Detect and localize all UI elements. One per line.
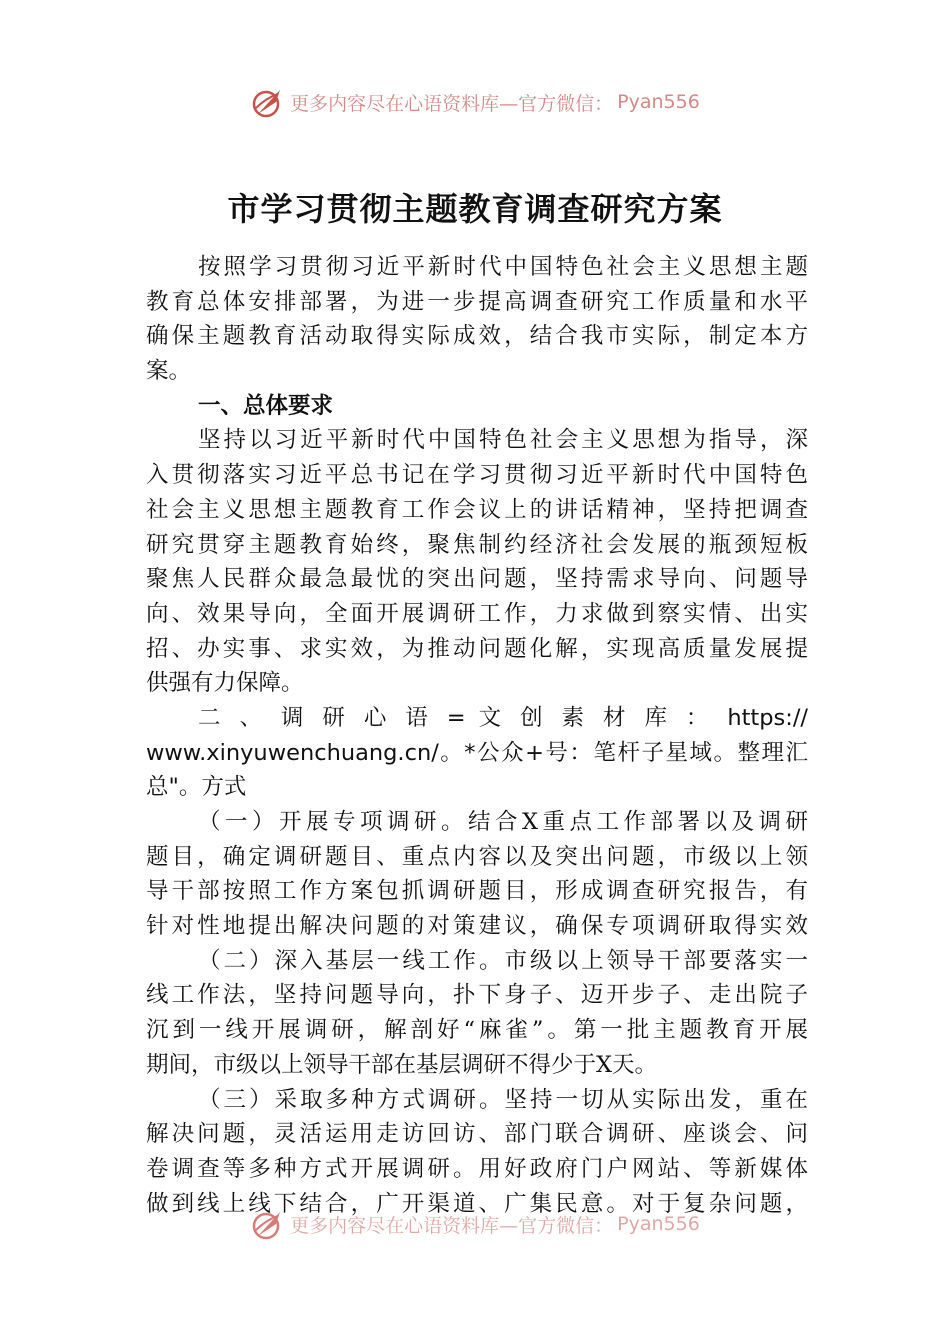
text-line: www.xinyuwenchuang.cn/。*公众+号：笔杆子星域。整理汇 [146,739,808,766]
text-line: 向、效果导向，全面开展调研工作，力求做到察实情、出实 [146,600,808,627]
banner-wechat-id: Pyan556 [617,91,700,113]
text-line: 做到线上线下结合，广开渠道、广集民意。对于复杂问题， [146,1190,808,1217]
quill-logo-icon [250,84,286,120]
text-line: 导干部按照工作方案包抓调研题目，形成调查研究报告，有 [146,878,808,905]
text-line: 总"。方式 [146,774,247,801]
page-title: 市学习贯彻主题教育调查研究方案 [227,190,723,228]
document-body [146,250,808,1221]
text-line: 招、办实事、求实效，为推动问题化解，实现高质量发展提 [146,635,808,662]
text-line: 确保主题教育活动取得实际成效，结合我市实际，制定本方 [146,323,808,350]
banner-text: 更多内容尽在心语资料库—官方微信： [290,92,614,115]
text-line: 聚焦人民群众最急最忧的突出问题，坚持需求导向、问题导 [146,566,808,593]
text-line: 卷调查等多种方式开展调研。用好政府门户网站、等新媒体 [146,1155,808,1182]
banner-text: 更多内容尽在心语资料库—官方微信： [290,1214,614,1237]
text-line: （一）开展专项调研。结合X重点工作部署以及调研 [198,809,808,835]
text-line: 供强有力保障。 [146,670,304,697]
text-line: 坚持以习近平新时代中国特色社会主义思想为指导，深 [198,427,808,454]
text-line: 期间，市级以上领导干部在基层调研不得少于X天。 [146,1051,658,1078]
section-heading-2: 二 、 调 研 心 语 = 文 创 素 材 库 ： https:// [198,704,808,731]
text-line: 研究贯穿主题教育始终，聚焦制约经济社会发展的瓶颈短板 [146,531,808,558]
text-line: 社会主义思想主题教育工作会议上的讲话精神，坚持把调查 [146,496,808,523]
text-line: 按照学习贯彻习近平新时代中国特色社会主义思想主题 [198,254,808,280]
text-line: 解决问题，灵活运用走访回访、部门联合调研、座谈会、问 [146,1121,808,1148]
quill-logo-icon [250,1206,286,1242]
section-heading-1: 一、总体要求 [198,392,334,419]
banner-wechat-id: Pyan556 [617,1213,700,1235]
watermark-banner-top [0,82,950,122]
text-line: （二）深入基层一线工作。市级以上领导干部要落实一 [198,947,808,974]
text-line: 题目，确定调研题目、重点内容以及突出问题，市级以上领 [146,843,808,870]
text-line: 教育总体安排部署，为进一步提高调查研究工作质量和水平 [146,288,808,315]
text-line: 针对性地提出解决问题的对策建议，确保专项调研取得实效 [146,913,808,940]
text-line: 案。 [146,358,192,385]
text-line: 线工作法，坚持问题导向，扑下身子、迈开步子、走出院子 [146,982,808,1009]
text-line: 沉到一线开展调研，解剖好“麻雀”。第一批主题教育开展 [146,1017,808,1044]
text-line: （三）采取多种方式调研。坚持一切从实际出发，重在 [198,1086,808,1113]
watermark-banner-bottom [0,1204,950,1244]
text-line: 入贯彻落实习近平总书记在学习贯彻习近平新时代中国特色 [146,462,808,489]
